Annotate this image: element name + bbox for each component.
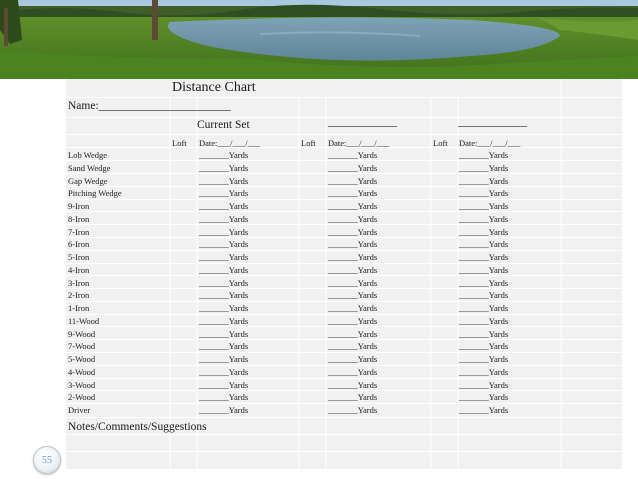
yards-blank-set-2: _______Yards [328, 175, 378, 186]
page-number-badge [33, 446, 61, 474]
yards-blank-set-3: _______Yards [459, 175, 509, 186]
club-name: Sand Wedge [68, 162, 111, 173]
yards-blank-set-1: _______Yards [199, 405, 249, 415]
yards-blank-set-1: _______Yards [199, 328, 249, 339]
club-name: Gap Wedge [68, 175, 108, 186]
date-header-1: Date:___/___/___ [199, 138, 261, 148]
club-name: 4-Wood [68, 366, 96, 377]
yards-blank-set-1: _______Yards [199, 150, 249, 160]
page-number: 55 [42, 454, 52, 466]
yards-blank-set-2: _______Yards [328, 290, 378, 301]
date-header-2: Date:___/___/___ [328, 138, 390, 148]
loft-header-2: Loft [301, 138, 316, 148]
yards-blank-set-3: _______Yards [459, 290, 509, 301]
yards-blank-set-2: _______Yards [328, 315, 378, 326]
club-name: 9-Wood [68, 328, 96, 339]
yards-blank-set-1: _______Yards [199, 290, 249, 301]
yards-blank-set-2: _______Yards [328, 303, 378, 313]
yards-blank-set-1: _______Yards [199, 264, 249, 275]
club-name: 9-Iron [68, 201, 90, 211]
yards-blank-set-1: _______Yards [199, 392, 249, 403]
club-name: 8-Iron [68, 213, 90, 224]
yards-blank-set-3: _______Yards [459, 226, 509, 237]
yards-blank-set-2: _______Yards [328, 150, 378, 160]
name-field-label: Name:_______________________ [68, 100, 231, 112]
yards-blank-set-2: _______Yards [328, 392, 378, 403]
yards-blank-set-3: _______Yards [459, 392, 509, 403]
loft-header-3: Loft [433, 138, 448, 148]
set-2-header-blank: ____________ [328, 116, 397, 128]
yards-blank-set-1: _______Yards [199, 354, 249, 364]
club-name: 3-Iron [68, 277, 90, 288]
yards-blank-set-3: _______Yards [459, 379, 509, 390]
yards-blank-set-1: _______Yards [199, 162, 249, 173]
yards-blank-set-2: _______Yards [328, 188, 378, 199]
yards-blank-set-2: _______Yards [328, 264, 378, 275]
yards-blank-set-3: _______Yards [459, 328, 509, 339]
loft-header-1: Loft [172, 138, 187, 148]
yards-blank-set-2: _______Yards [328, 213, 378, 224]
current-set-header: Current Set [197, 119, 250, 131]
yards-blank-set-2: _______Yards [328, 252, 378, 262]
yards-blank-set-1: _______Yards [199, 379, 249, 390]
golf-course-image [0, 0, 638, 79]
yards-blank-set-1: _______Yards [199, 315, 249, 326]
yards-blank-set-2: _______Yards [328, 379, 378, 390]
club-name: 2-Iron [68, 290, 90, 301]
yards-blank-set-3: _______Yards [459, 277, 509, 288]
set-3-header-blank: ____________ [458, 116, 527, 128]
yards-blank-set-1: _______Yards [199, 252, 249, 262]
notes-label: Notes/Comments/Suggestions [68, 421, 207, 433]
yards-blank-set-3: _______Yards [459, 341, 509, 352]
yards-blank-set-2: _______Yards [328, 366, 378, 377]
yards-blank-set-1: _______Yards [199, 226, 249, 237]
club-name: 7-Wood [68, 341, 96, 352]
yards-blank-set-1: _______Yards [199, 188, 249, 199]
yards-blank-set-2: _______Yards [328, 277, 378, 288]
yards-blank-set-1: _______Yards [199, 201, 249, 211]
club-name: 5-Iron [68, 252, 90, 262]
yards-blank-set-2: _______Yards [328, 354, 378, 364]
yards-blank-set-3: _______Yards [459, 264, 509, 275]
yards-blank-set-3: _______Yards [459, 405, 509, 415]
club-name: 1-Iron [68, 303, 90, 313]
golf-course-banner [0, 0, 638, 79]
club-name: 4-Iron [68, 264, 90, 275]
yards-blank-set-3: _______Yards [459, 188, 509, 199]
yards-blank-set-3: _______Yards [459, 162, 509, 173]
yards-blank-set-2: _______Yards [328, 239, 378, 250]
yards-blank-set-3: _______Yards [459, 213, 509, 224]
yards-blank-set-2: _______Yards [328, 405, 378, 415]
yards-blank-set-2: _______Yards [328, 162, 378, 173]
yards-blank-set-3: _______Yards [459, 366, 509, 377]
yards-blank-set-1: _______Yards [199, 175, 249, 186]
yards-blank-set-1: _______Yards [199, 341, 249, 352]
yards-blank-set-1: _______Yards [199, 213, 249, 224]
yards-blank-set-2: _______Yards [328, 201, 378, 211]
yards-blank-set-3: _______Yards [459, 201, 509, 211]
yards-blank-set-1: _______Yards [199, 303, 249, 313]
yards-blank-set-3: _______Yards [459, 239, 509, 250]
club-name: 5-Wood [68, 354, 96, 364]
club-name: Driver [68, 405, 91, 415]
yards-blank-set-3: _______Yards [459, 150, 509, 160]
club-name: 6-Iron [68, 239, 90, 250]
club-name: 11-Wood [68, 315, 100, 326]
club-name: 7-Iron [68, 226, 90, 237]
yards-blank-set-1: _______Yards [199, 366, 249, 377]
club-name: Pitching Wedge [68, 188, 122, 199]
club-name: 2-Wood [68, 392, 96, 403]
yards-blank-set-3: _______Yards [459, 354, 509, 364]
yards-blank-set-3: _______Yards [459, 252, 509, 262]
yards-blank-set-2: _______Yards [328, 328, 378, 339]
date-header-3: Date:___/___/___ [459, 138, 521, 148]
club-name: Lob Wedge [68, 150, 108, 160]
club-name: 3-Wood [68, 379, 96, 390]
yards-blank-set-3: _______Yards [459, 303, 509, 313]
yards-blank-set-2: _______Yards [328, 226, 378, 237]
yards-blank-set-2: _______Yards [328, 341, 378, 352]
chart-title: Distance Chart [172, 80, 256, 95]
distance-chart-sheet [66, 79, 622, 469]
yards-blank-set-1: _______Yards [199, 239, 249, 250]
yards-blank-set-1: _______Yards [199, 277, 249, 288]
yards-blank-set-3: _______Yards [459, 315, 509, 326]
